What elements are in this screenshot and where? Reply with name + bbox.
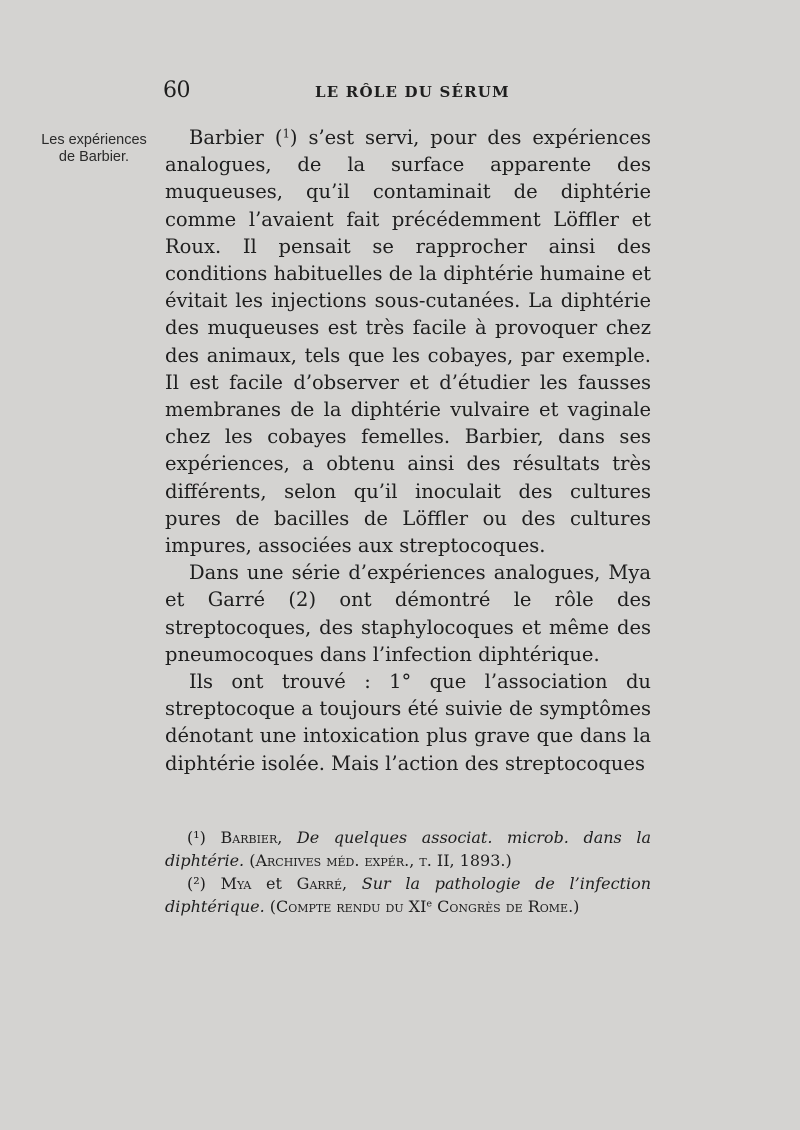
footnote-2-title: Sur la pathologie de l’infection diphtérique. bbox=[165, 874, 652, 916]
footnote-2: (²) Mya et Garré, Sur la pathologie de l’infection diphtérique. (Compte rendu du XIe Congrès de Rome.) bbox=[165, 874, 652, 916]
page-number: 60 bbox=[163, 78, 190, 103]
footnote-1-source: (Archives méd. expér., t. II, 1893.) bbox=[249, 851, 512, 870]
body-text bbox=[165, 124, 651, 777]
paragraph-3: Ils ont trouvé : 1° que l’association du streptocoque a toujours été suivie de symptômes dénotant une intoxication plus grave que dans la diphtérie isolée. Mais l’action des streptocoques bbox=[165, 670, 651, 775]
footnote-ref-2: 2 bbox=[296, 588, 309, 612]
footnotes bbox=[165, 826, 651, 918]
footnote-1-author: Barbier bbox=[220, 828, 278, 847]
margin-note-line-2: de Barbier. bbox=[58, 149, 130, 165]
paragraph-2-rest: ) ont démontré le rôle des streptocoques, des staphylocoques et même des pneumocoques dans l’infection diphtérique. bbox=[165, 588, 651, 666]
paragraph-2-start: Dans une série d’expériences analogues, Mya et Garré ( bbox=[165, 561, 651, 612]
running-title: LE RÔLE DU SÉRUM bbox=[315, 83, 510, 101]
footnote-2-source-sup: e bbox=[426, 898, 433, 910]
margin-note bbox=[20, 132, 168, 166]
paragraph-1 bbox=[165, 124, 651, 559]
footnote-1: (¹) Barbier, De quelques associat. microb. dans la diphtérie. (Archives méd. expér., t. II, 1893.) bbox=[165, 828, 652, 870]
footnote-2-author-2: Garré bbox=[296, 874, 342, 893]
footnote-2-source-start: (Compte rendu du XI bbox=[269, 897, 427, 916]
footnote-2-author-1: Mya bbox=[220, 874, 252, 893]
footnote-ref-1: 1 bbox=[282, 126, 290, 141]
footnote-2-marker: (²) bbox=[187, 874, 206, 893]
footnote-1-marker: (¹) bbox=[187, 828, 206, 847]
margin-note-line-1: Les expériences bbox=[41, 132, 147, 148]
paragraph-1-rest: ) s’est servi, pour des expériences analogues, de la surface apparente des muqueuses, qu’il contaminait de diphtérie comme l’avaient fait précédemment Löffler et Roux. Il pensait se rapprocher ainsi des conditions habituelles de la diphtérie humaine et évitait les injections sous-cutanées. La diphtérie des muqueuses est très facile à provoquer chez des animaux, tels que les cobayes, par exemple. Il est facile d’observer et d’étudier les fausses membranes de la diphtérie vulvaire et vaginale chez les cobayes femelles. Barbier, dans ses expériences, a obtenu ainsi des résultats très différents, selon qu’il inoculait des cultures pures de bacilles de Löffler ou des cultures impures, associées aux streptocoques. bbox=[165, 126, 652, 558]
paragraph-1-start: Barbier ( bbox=[189, 126, 283, 149]
footnote-2-conjunction: et bbox=[266, 874, 282, 893]
paragraph-2 bbox=[165, 559, 651, 668]
page-header bbox=[163, 78, 651, 108]
footnote-1-title: De quelques associat. microb. dans la diphtérie. bbox=[165, 828, 652, 870]
footnote-2-source-end: Congrès de Rome.) bbox=[432, 897, 580, 916]
